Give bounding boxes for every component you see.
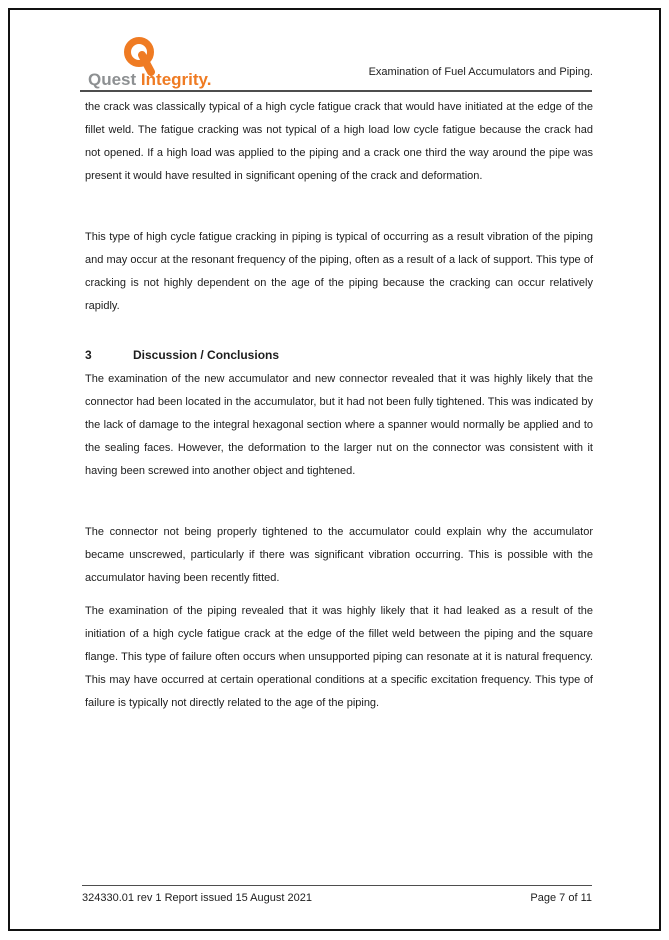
section-number: 3	[85, 348, 92, 362]
paragraph-accumulator-examination: The examination of the new accumulator and new connector revealed that it was highly likely that the connector had been located in the accumulator, but it had not been fully tightened. This was indicated by the lack of damage to the integral hexagonal section where a spanner would normally be applied and to the sealing faces. However, the deformation to the larger nut on the connector was consistent with it having been screwed into another object and tightened.	[85, 373, 593, 477]
footer	[82, 892, 592, 904]
paragraph-crack-fatigue: the crack was classically typical of a high cycle fatigue crack that would have initiated at the edge of the fillet weld. The fatigue cracking was not typical of a high load low cycle fatigue because the crack had not opened. If a high load was applied to the piping and a crack one third the way around the pipe was present it would have resulted in significant opening of the crack and deformation.	[85, 101, 593, 182]
paragraph-piping-examination: The examination of the piping revealed that it was highly likely that it had leaked as a result of the initiation of a high cycle fatigue crack at the edge of the fillet weld between the piping and the square flange. This type of failure often occurs when unsupported piping can resonate at it is natural frequency. This may have occurred at certain operational conditions at a specific excitation frequency. This type of failure is typically not directly related to the age of the piping.	[85, 605, 593, 709]
logo-wordmark	[88, 70, 211, 90]
section-heading-discussion-conclusions	[85, 348, 593, 362]
logo-word-integrity: Integrity.	[140, 70, 212, 89]
section-title: Discussion / Conclusions	[133, 348, 280, 362]
header-document-title: Examination of Fuel Accumulators and Piping.	[368, 66, 593, 78]
quest-integrity-logo	[88, 34, 248, 90]
logo-word-quest: Quest	[88, 70, 137, 89]
footer-report-reference: 324330.01 rev 1 Report issued 15 August 2021	[82, 892, 312, 904]
footer-divider	[82, 885, 592, 886]
footer-page-number: Page 7 of 11	[530, 892, 592, 904]
paragraph-connector-tightening: The connector not being properly tightened to the accumulator could explain why the accumulator became unscrewed, particularly if there was significant vibration occurring. This is possible with the accumulator having been recently fitted.	[85, 526, 593, 584]
paragraph-vibration: This type of high cycle fatigue cracking in piping is typical of occurring as a result vibration of the piping and may occur at the resonant frequency of the piping, often as a result of a lack of support. This type of cracking is not highly dependent on the age of the piping because the cracking can occur relatively rapidly.	[85, 231, 593, 312]
header-divider	[80, 90, 592, 92]
